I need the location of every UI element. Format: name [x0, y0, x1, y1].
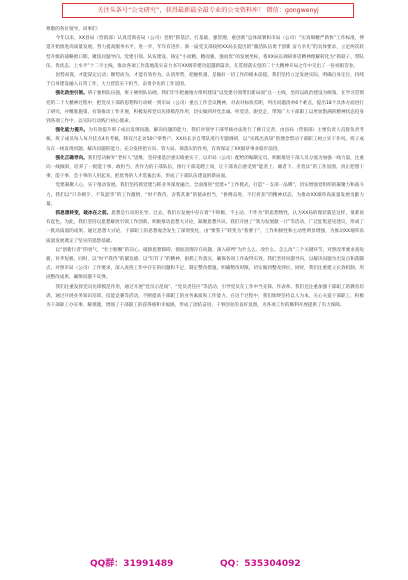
- section-heading: 强化正确导向。: [55, 155, 88, 161]
- paragraph-text: 班子强则队伍强，班子硬则队伍硬。我们牢牢把握地方组织建设“以党建引领带出新局面”这一主线，坚持以政治建设为统领，在学习贯彻党的二十大精神过程中，把党员干部的思想和行动统一到市局（公司）重点工作会议精神，对表对标找差距，列出问题清单6个难点，提出18个具体方面进行了研究，并精准施策，有效推动工作开展，积极发挥党员先锋模范作用，切实做到对党忠诚、听党话、跟党走，带领广大干部职工以更加饱满的精神状态投身到各项工作中，以实际行动践行初心使命。: [46, 91, 364, 125]
- paragraph-orientation: [46, 154, 364, 182]
- paragraph-text: 以“创新行者”的勇气、“壮士断腕”的决心，破除思想障碍，彻底清理存在问题，深入研判“为什么么、改什么、怎么改”三个关键环节，对照改革要求查短板，补齐短板。同时，以“时不我待”的紧迫感，以“钉钉子”的精神，狠抓工作落实，确保各项工作取得实效。我们坚持问题导向，以解决问题为出发点和落脚点，对照市局（公司）工作要求，深入查找工作中存在的问题和不足，制定整改措施，明确整改时限，切实做到整改到位。同时，我们注重建立长效机制，巩固整改成果，确保问题不反弹。: [46, 247, 364, 281]
- paragraph-political-guidance: [46, 89, 364, 126]
- paragraph: [46, 71, 364, 89]
- paragraph: [46, 283, 364, 311]
- paragraph-text: 因势而谋，才能谋定后动；顺势而为，才能有效作为。认清形势，把握机遇，是做好一切工作的根本前提。我们坚持立足发展实际，明确自身定位，持续于自身建设融入日常工作，大力营造实干担当、奋勇争先的工作氛围。: [46, 73, 364, 88]
- qq-group-number: QQ群：31991489: [90, 559, 174, 569]
- footer-contact: [70, 556, 340, 570]
- paragraph-mindset: [46, 209, 364, 246]
- paragraph: [46, 246, 364, 283]
- banner-text: 关注头条号“公文研究”，获得最新最全最专业的公文资料库！ 微信：gongwenyj: [97, 7, 319, 14]
- paragraph: [46, 34, 364, 71]
- paragraph-text: 为有效提升班子成员发现问题、解决问题的能力，我们对领导干部考核办法进行了修订完善，由县局（营销部）主要负责人直接负责考核，班子成员每人每月挂点4名考核，除双月走访50户零售户，XX局长亲自带队进行专题调研，以“实践出真知”的理念带动干部职工树立实干作风。班子成员在一线发现问题、解决问题的能力，充分发挥把方向、管大局、保落实的作用，有效保证了XX烟草事业稳步前进。: [46, 128, 364, 152]
- paragraph-text: 我们注重发挥党员先锋模范作用，通过开展“党员示范岗”、“党员责任区”等活动，引导党员在工作中当先锋、作表率。我们还注重加强干部职工的教育培训，通过开展业务知识培训、技能竞赛等活动，不断提高干部职工的业务素质和工作能力。在这个过程中，我们始终坚持以人为本，关心关爱干部职工，积极为干部职工办实事、解难题，增强了干部职工的获得感和幸福感，形成了团结奋进、干事创业的良好氛围，为各项工作的顺利开展提供了有力保障。: [46, 284, 364, 309]
- paragraph-text: 党建凝聚人心，实干推动发展。我们坚持抓党建与抓业务深度融合，全面推进“党建+”工作模式，打造“一支部一品牌”，切实增强党组织的凝聚力和战斗力。我们以“只争朝夕、不负韶华”的工作激情，“时不我待、舍我其谁”的使命担当，“拼搏奋进、不打折扣”的精神状态，为推动XX烟草高质量发展贡献力量。: [46, 183, 364, 207]
- paragraph-salutation: [46, 25, 364, 34]
- paragraph-text: 我们坚决摒弃“老好人”思维，坚持重基层重实绩重实干，以市局（公司）配给的编制定员，积极推进干部人员分流为加强一线力量，注重向一线倾斜，培养了一批能干事、敢担当、善作为的干部队伍，推行干部竞聘上岗，让干部真正感受到“能者上、庸者下、劣者汰”的工作氛围，真正把想干事、能干事、会干事的人用起来，把优秀的人才选拔出来，形成了干部队伍建设的新局面。: [46, 155, 364, 180]
- qq-number: QQ：535304092: [220, 559, 301, 569]
- paragraph-text: 思想是行动的先导。过去，我们在发展中存在着“不积极、不主动、不作为”的思想惰性，认为XX局的现状就是这样，很难再有起色。为此，我们坚持以思想解放引领工作创新，积极推动思想大讨论，凝聚思想共识。我们开展了“我为发展献一计”等活动，广泛征集意见建议，形成了一批高质量的成果。通过思想大讨论，干部职工的思想观念发生了深刻变化，由“要我干”转变为“我要干”，工作积极性和主动性明显增强，为推动XX烟草高质量发展奠定了坚实的思想基础。: [46, 211, 364, 244]
- section-heading: 强化政治引领。: [55, 91, 88, 97]
- section-heading: 抓思想转变，破冰在之前。: [55, 211, 112, 217]
- paragraph-text: 今年以来，XX县局（营销部）认真贯彻省局（公司）党组“抓基层、打基础、强管理、重创新”总体部署和市局（公司）“实真细精严新快”工作标准，伸延开始推进高质量发展。努力提高服务水平，进一步，年年有进步。新一届党支部按照XX局长提出的“激活队伍勇于创新 奋力争先”的具体要求，立足两次转型升级的战略窗口期，聚焦问题导向、党建引领、队伍建设、铸定“小而精、精而强、强而优”的发展坐标，将XX局长调研讲话精神理解转化为“抓稳子、带队伍、优状态、上水平”十二字主线，推动各项工作落地落实奋力书写XX烟草建功超越新篇章，在贯彻落实党的二十大精神开局之年中交出了一份亮眼答卷。: [46, 36, 364, 69]
- paragraph: [46, 181, 364, 209]
- paragraph-capability: [46, 126, 364, 154]
- paragraph-text: 尊敬的各位领导、同事们：: [46, 27, 102, 32]
- document-body: [46, 25, 364, 310]
- header-banner: [62, 3, 354, 18]
- section-heading: 强化能力提升。: [55, 128, 89, 134]
